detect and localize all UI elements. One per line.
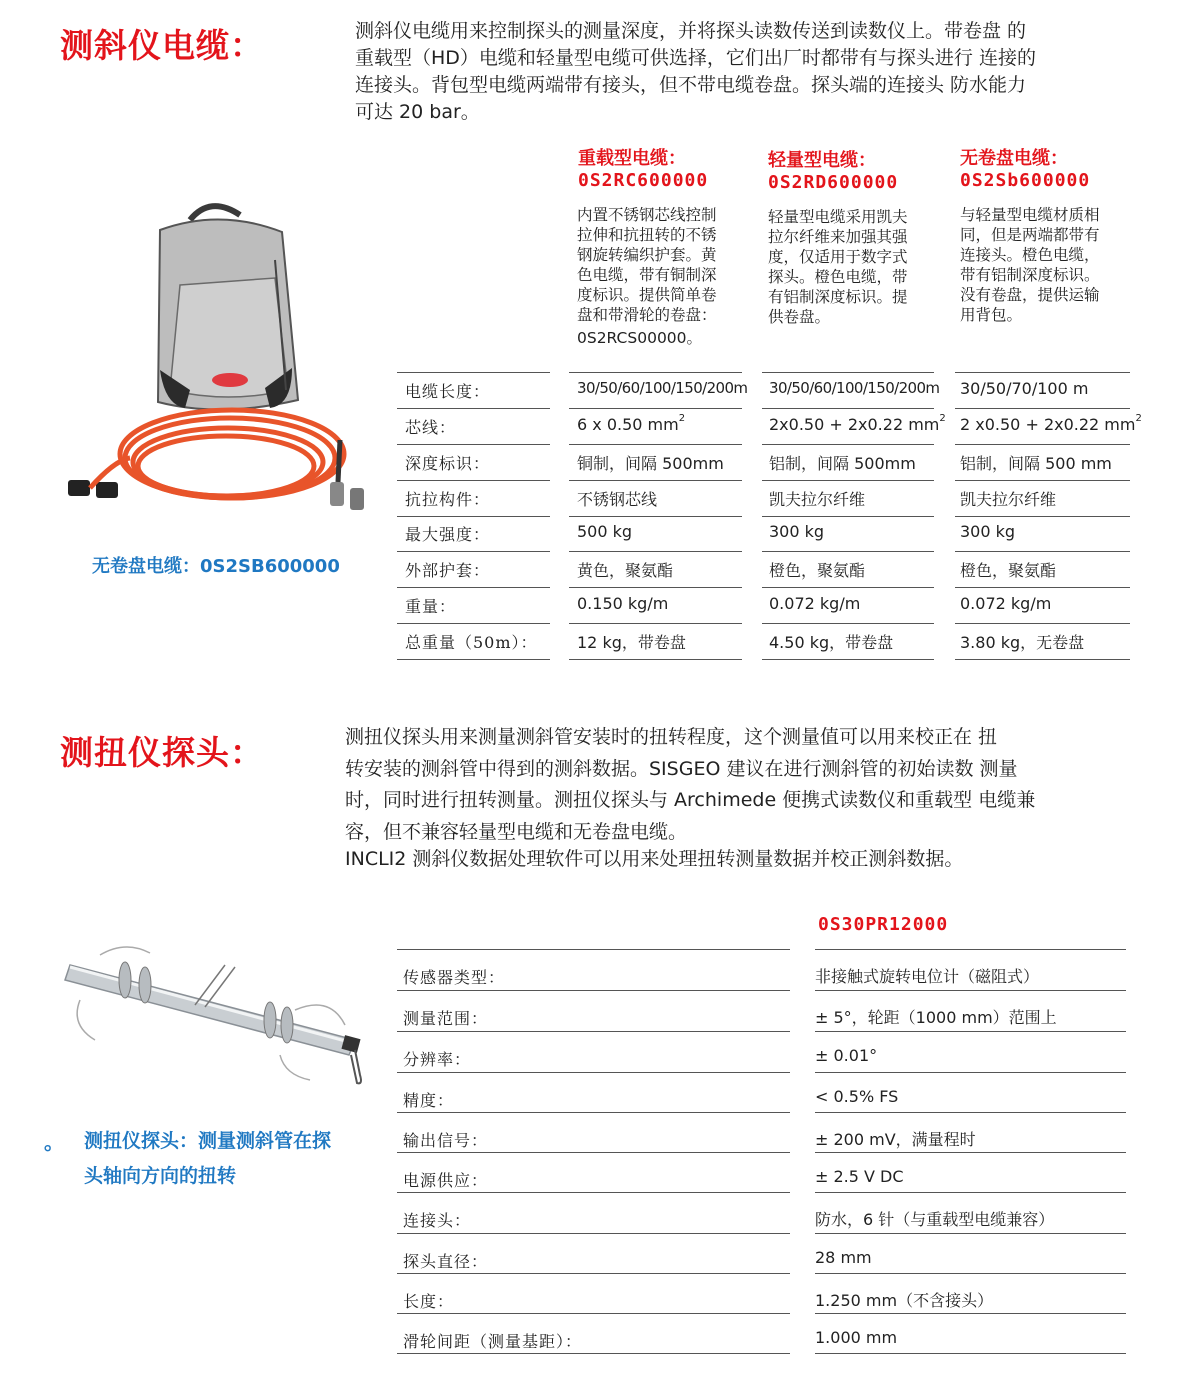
table-rule [955, 587, 1130, 588]
table-rule [397, 949, 790, 950]
table-rule [397, 1273, 790, 1274]
table-rule [397, 408, 550, 409]
table-row-label: 最大强度： [405, 525, 491, 544]
desc-line: 与轻量型电缆材质相 [960, 206, 1100, 224]
torsion-image-caption [84, 1124, 331, 1194]
column-title: 无卷盘电缆： [960, 148, 1068, 169]
desc-line: 轻量型电缆采用凯夫 [768, 208, 908, 226]
table-cell: 300 kg [769, 522, 825, 541]
table-row-label: 外部护套： [405, 561, 491, 580]
table-rule [762, 480, 934, 481]
table-rule [397, 480, 550, 481]
backpack-cable-photo [60, 190, 380, 530]
desc-line: 供卷盘。 [768, 308, 831, 326]
table-rule [815, 949, 1126, 950]
table-row-label: 精度： [403, 1091, 455, 1110]
table-cell: 0.150 kg/m [577, 594, 669, 613]
superscript: 2 [1135, 413, 1142, 424]
table-cell: 黄色，聚氨酯 [577, 561, 674, 580]
table-rule [815, 1192, 1126, 1193]
table-row-label: 滑轮间距（测量基距）： [403, 1332, 583, 1351]
superscript: 2 [678, 413, 686, 424]
table-rule [815, 1031, 1126, 1032]
column-heavy-duty-heading [578, 148, 708, 192]
table-row-label: 连接头： [403, 1211, 472, 1230]
table-rule [397, 551, 550, 552]
column-code: 0S2RC600000 [578, 170, 709, 191]
superscript: 2 [939, 413, 946, 424]
desc-line: 拉伸和抗扭转的不锈 [577, 226, 717, 244]
table-rule [955, 623, 1130, 624]
table-cell: 300 kg [960, 522, 1016, 541]
table-cell: 3.80 kg，无卷盘 [960, 633, 1085, 652]
desc-line: 有铝制深度标识。提 [768, 288, 908, 306]
desc-line: 拉尔纤维来加强其强 [768, 228, 908, 246]
table-rule [397, 1112, 790, 1113]
table-cell: 6 x 0.50 $mm^2$ [577, 413, 686, 434]
table-rule [397, 1072, 790, 1073]
torsion-probe-code [818, 914, 948, 936]
table-rule [762, 408, 934, 409]
table-cell: 1.250 mm（不含接头） [815, 1291, 994, 1310]
column-code: 0S2RD600000 [768, 172, 899, 193]
table-row-label: 长度： [403, 1292, 455, 1311]
table-rule [397, 1152, 790, 1153]
table-rule [397, 444, 550, 445]
table-rule [397, 1353, 790, 1354]
intro-line: 测扭仪探头用来测量测斜管安装时的扭转程度，这个测量值可以用来校正在 扭 [345, 726, 998, 748]
table-cell: 1.000 mm [815, 1328, 898, 1347]
column-code: 0S30PR12000 [818, 914, 949, 935]
table-rule [569, 551, 742, 552]
table-rule [955, 372, 1130, 373]
table-rule [569, 516, 742, 517]
table-cell: 30/50/60/100/150/200m [769, 379, 940, 397]
caption-line: 头轴向方向的扭转 [84, 1165, 237, 1187]
table-rule [397, 516, 550, 517]
table-rule [762, 516, 934, 517]
backpack-image-caption: 无卷盘电缆：0S2SB600000 [92, 556, 340, 577]
desc-line: 同，但是两端都带有 [960, 226, 1100, 244]
section2-intro2: INCLI2 测斜仪数据处理软件可以用来处理扭转测量数据并校正测斜数据。 [345, 848, 964, 870]
table-rule [815, 990, 1126, 991]
table-rule [569, 372, 742, 373]
table-rule [397, 1192, 790, 1193]
table-row-label: 测量范围： [403, 1009, 489, 1028]
table-cell: 0.072 kg/m [960, 594, 1052, 613]
table-cell: 橙色，聚氨酯 [960, 561, 1057, 580]
column-light-heading [768, 150, 898, 194]
table-cell: < 0.5% FS [815, 1087, 899, 1106]
table-cell: 30/50/60/100/150/200m [577, 379, 748, 397]
table-cell: 0.072 kg/m [769, 594, 861, 613]
intro-line: 连接头。背包型电缆两端带有接头，但不带电缆卷盘。探头端的连接头 防水能力 [355, 74, 1027, 96]
table-rule [762, 444, 934, 445]
table-row-label: 总重量（50m）： [405, 633, 538, 652]
table-cell: ± 200 mV，满量程时 [815, 1130, 976, 1149]
desc-line: 度，仅适用于数字式 [768, 248, 908, 266]
desc-line: 没有卷盘，提供运输 [960, 286, 1100, 304]
table-rule [815, 1072, 1126, 1073]
table-cell: 铜制，间隔 500mm [577, 454, 724, 473]
table-rule [397, 1233, 790, 1234]
torsion-probe-photo [55, 935, 375, 1095]
table-cell: 橙色，聚氨酯 [769, 561, 866, 580]
table-row-label: 电缆长度： [405, 382, 491, 401]
table-rule [955, 480, 1130, 481]
table-rule [762, 587, 934, 588]
intro-line: 容，但不兼容轻量型电缆和无卷盘电缆。 [345, 820, 688, 843]
section2-heading: 测扭仪探头： [60, 733, 264, 772]
table-row-label: 电源供应： [403, 1171, 489, 1190]
table-rule [569, 587, 742, 588]
table-cell: 12 kg，带卷盘 [577, 633, 686, 652]
table-cell: 铝制，间隔 500 mm [960, 454, 1112, 473]
table-rule [815, 1353, 1126, 1354]
table-cell: ± 2.5 V DC [815, 1167, 904, 1186]
table-cell: ± 0.01° [815, 1046, 878, 1065]
column-reelless-heading [960, 148, 1090, 192]
table-rule [569, 659, 742, 660]
table-row-label: 重量： [405, 597, 457, 616]
table-row-label: 探头直径： [403, 1252, 489, 1271]
table-cell: 500 kg [577, 522, 633, 541]
table-rule [397, 623, 550, 624]
table-rule [815, 1273, 1126, 1274]
table-cell: 防水，6 针（与重载型电缆兼容） [815, 1210, 1055, 1229]
table-rule [397, 659, 550, 660]
table-rule [397, 990, 790, 991]
table-rule [397, 372, 550, 373]
table-cell: 28 mm [815, 1248, 872, 1267]
table-cell: 不锈钢芯线 [577, 490, 658, 509]
table-rule [569, 444, 742, 445]
table-rule [569, 623, 742, 624]
table-rule [955, 516, 1130, 517]
desc-line: 探头。橙色电缆，带 [768, 268, 908, 286]
table-cell: 铝制，间隔 500mm [769, 454, 916, 473]
desc-line: 钢旋转编织护套。黄 [577, 246, 717, 264]
table-cell: 2x0.50 + 2x0.22 $mm^2$ [769, 413, 946, 434]
table-rule [762, 372, 934, 373]
table-cell: ± 5°，轮距（1000 mm）范围上 [815, 1008, 1057, 1027]
table-cell: 30/50/70/100 m [960, 379, 1089, 398]
column-light-description [768, 207, 948, 327]
table-rule [762, 551, 934, 552]
table-row-label: 传感器类型： [403, 968, 506, 987]
table-row-label: 抗拉构件： [405, 490, 491, 509]
column-heavy-duty-description [577, 205, 757, 348]
desc-line: 盘和带滑轮的卷盘： [577, 306, 717, 324]
intro-line: 重载型（HD）电缆和轻量型电缆可供选择，它们出厂时都带有与探头进行 连接的 [355, 47, 1036, 69]
table-rule [762, 623, 934, 624]
table-rule [397, 1031, 790, 1032]
table-row-label: 输出信号： [403, 1131, 489, 1150]
table-rule [569, 408, 742, 409]
table-rule [955, 444, 1130, 445]
table-rule [815, 1233, 1126, 1234]
table-rule [397, 587, 550, 588]
section2-intro [345, 722, 1135, 848]
table-row-label: 分辨率： [403, 1050, 472, 1069]
table-rule [955, 551, 1130, 552]
desc-line: 连接头。橙色电缆， [960, 246, 1100, 264]
column-reelless-description [960, 205, 1140, 325]
table-cell: 凯夫拉尔纤维 [769, 490, 866, 509]
table-row-label: 深度标识： [405, 454, 491, 473]
section1-intro [355, 18, 1135, 126]
table-rule [569, 480, 742, 481]
table-cell: 2 x0.50 + 2x0.22 $mm^2$ [960, 413, 1142, 434]
desc-line: 内置不锈钢芯线控制 [577, 206, 717, 224]
table-cell: 凯夫拉尔纤维 [960, 490, 1057, 509]
intro-line: 测斜仪电缆用来控制探头的测量深度，并将探头读数传送到读数仪上。带卷盘 的 [355, 20, 1027, 42]
table-rule [955, 408, 1130, 409]
desc-line: 带有铝制深度标识。 [960, 266, 1100, 284]
desc-line: 用背包。 [960, 306, 1023, 324]
intro-line: 时，同时进行扭转测量。测扭仪探头与 Archimede 便携式读数仪和重载型 电缆兼 [345, 789, 1036, 811]
section1-heading: 测斜仪电缆： [60, 26, 264, 65]
intro-line: 可达 20 bar。 [355, 101, 480, 123]
caption-line: 测扭仪探头：测量测斜管在探 [84, 1130, 332, 1152]
column-code: 0S2Sb600000 [960, 170, 1091, 191]
table-rule [397, 1313, 790, 1314]
table-rule [815, 1112, 1126, 1113]
table-cell: 4.50 kg，带卷盘 [769, 633, 894, 652]
desc-line: 度标识。提供简单卷 [577, 286, 717, 304]
intro-line: 转安装的测斜管中得到的测斜数据。SISGEO 建议在进行测斜管的初始读数 测量 [345, 757, 1018, 780]
table-rule [762, 659, 934, 660]
desc-line: 色电缆，带有铜制深 [577, 266, 717, 284]
caption-bullet: 。 [44, 1130, 64, 1154]
desc-code: 0S2RCS00000。 [577, 329, 703, 347]
column-title: 重载型电缆： [578, 148, 686, 169]
column-title: 轻量型电缆： [768, 150, 876, 171]
table-row-label: 芯线： [405, 418, 457, 437]
table-cell: 非接触式旋转电位计（磁阻式） [815, 967, 1040, 986]
table-rule [955, 659, 1130, 660]
table-rule [815, 1313, 1126, 1314]
table-rule [815, 1152, 1126, 1153]
